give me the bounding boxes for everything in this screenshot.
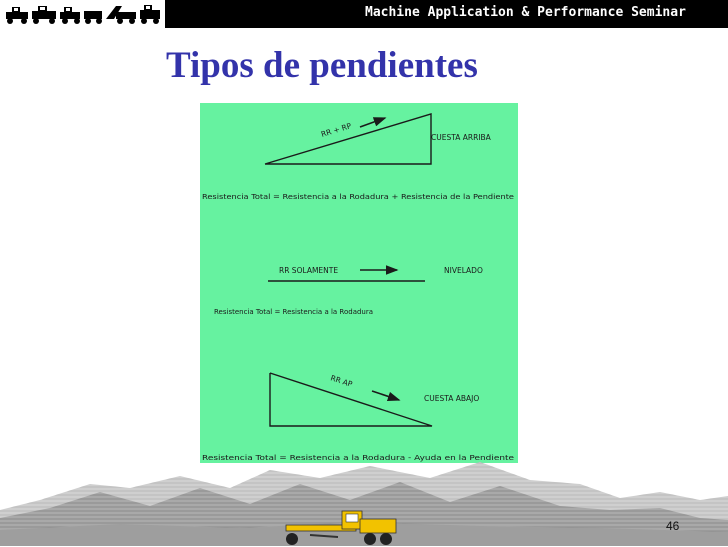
construction-machines-icon bbox=[4, 2, 164, 26]
header-bar bbox=[0, 0, 728, 28]
uphill-arrow-icon bbox=[360, 118, 385, 127]
page-number: 46 bbox=[666, 519, 680, 533]
uphill-formula: Resistencia Total = Resistencia a la Rodadura + Resistencia de la Pendiente bbox=[202, 193, 514, 201]
level-case-label: NIVELADO bbox=[444, 266, 483, 275]
uphill-diagram bbox=[202, 114, 514, 201]
uphill-arrow-label: RR + RP bbox=[319, 121, 353, 139]
slope-types-diagram bbox=[200, 103, 518, 463]
level-formula: Resistencia Total = Resistencia a la Rodadura bbox=[214, 308, 374, 316]
seminar-title: Machine Application & Performance Seminar bbox=[365, 5, 686, 20]
level-arrow-label: RR SOLAMENTE bbox=[279, 266, 339, 275]
motor-grader-icon bbox=[280, 505, 410, 547]
level-diagram bbox=[214, 266, 483, 316]
uphill-case-label: CUESTA ARRIBA bbox=[431, 133, 491, 142]
downhill-formula: Resistencia Total = Resistencia a la Rodadura - Ayuda en la Pendiente bbox=[202, 454, 514, 462]
page-title: Tipos de pendientes bbox=[166, 45, 478, 86]
downhill-arrow-label: RR AP bbox=[329, 373, 354, 389]
machines-logo bbox=[0, 0, 165, 28]
downhill-case-label: CUESTA ABAJO bbox=[424, 394, 480, 403]
downhill-arrow-icon bbox=[372, 391, 399, 400]
